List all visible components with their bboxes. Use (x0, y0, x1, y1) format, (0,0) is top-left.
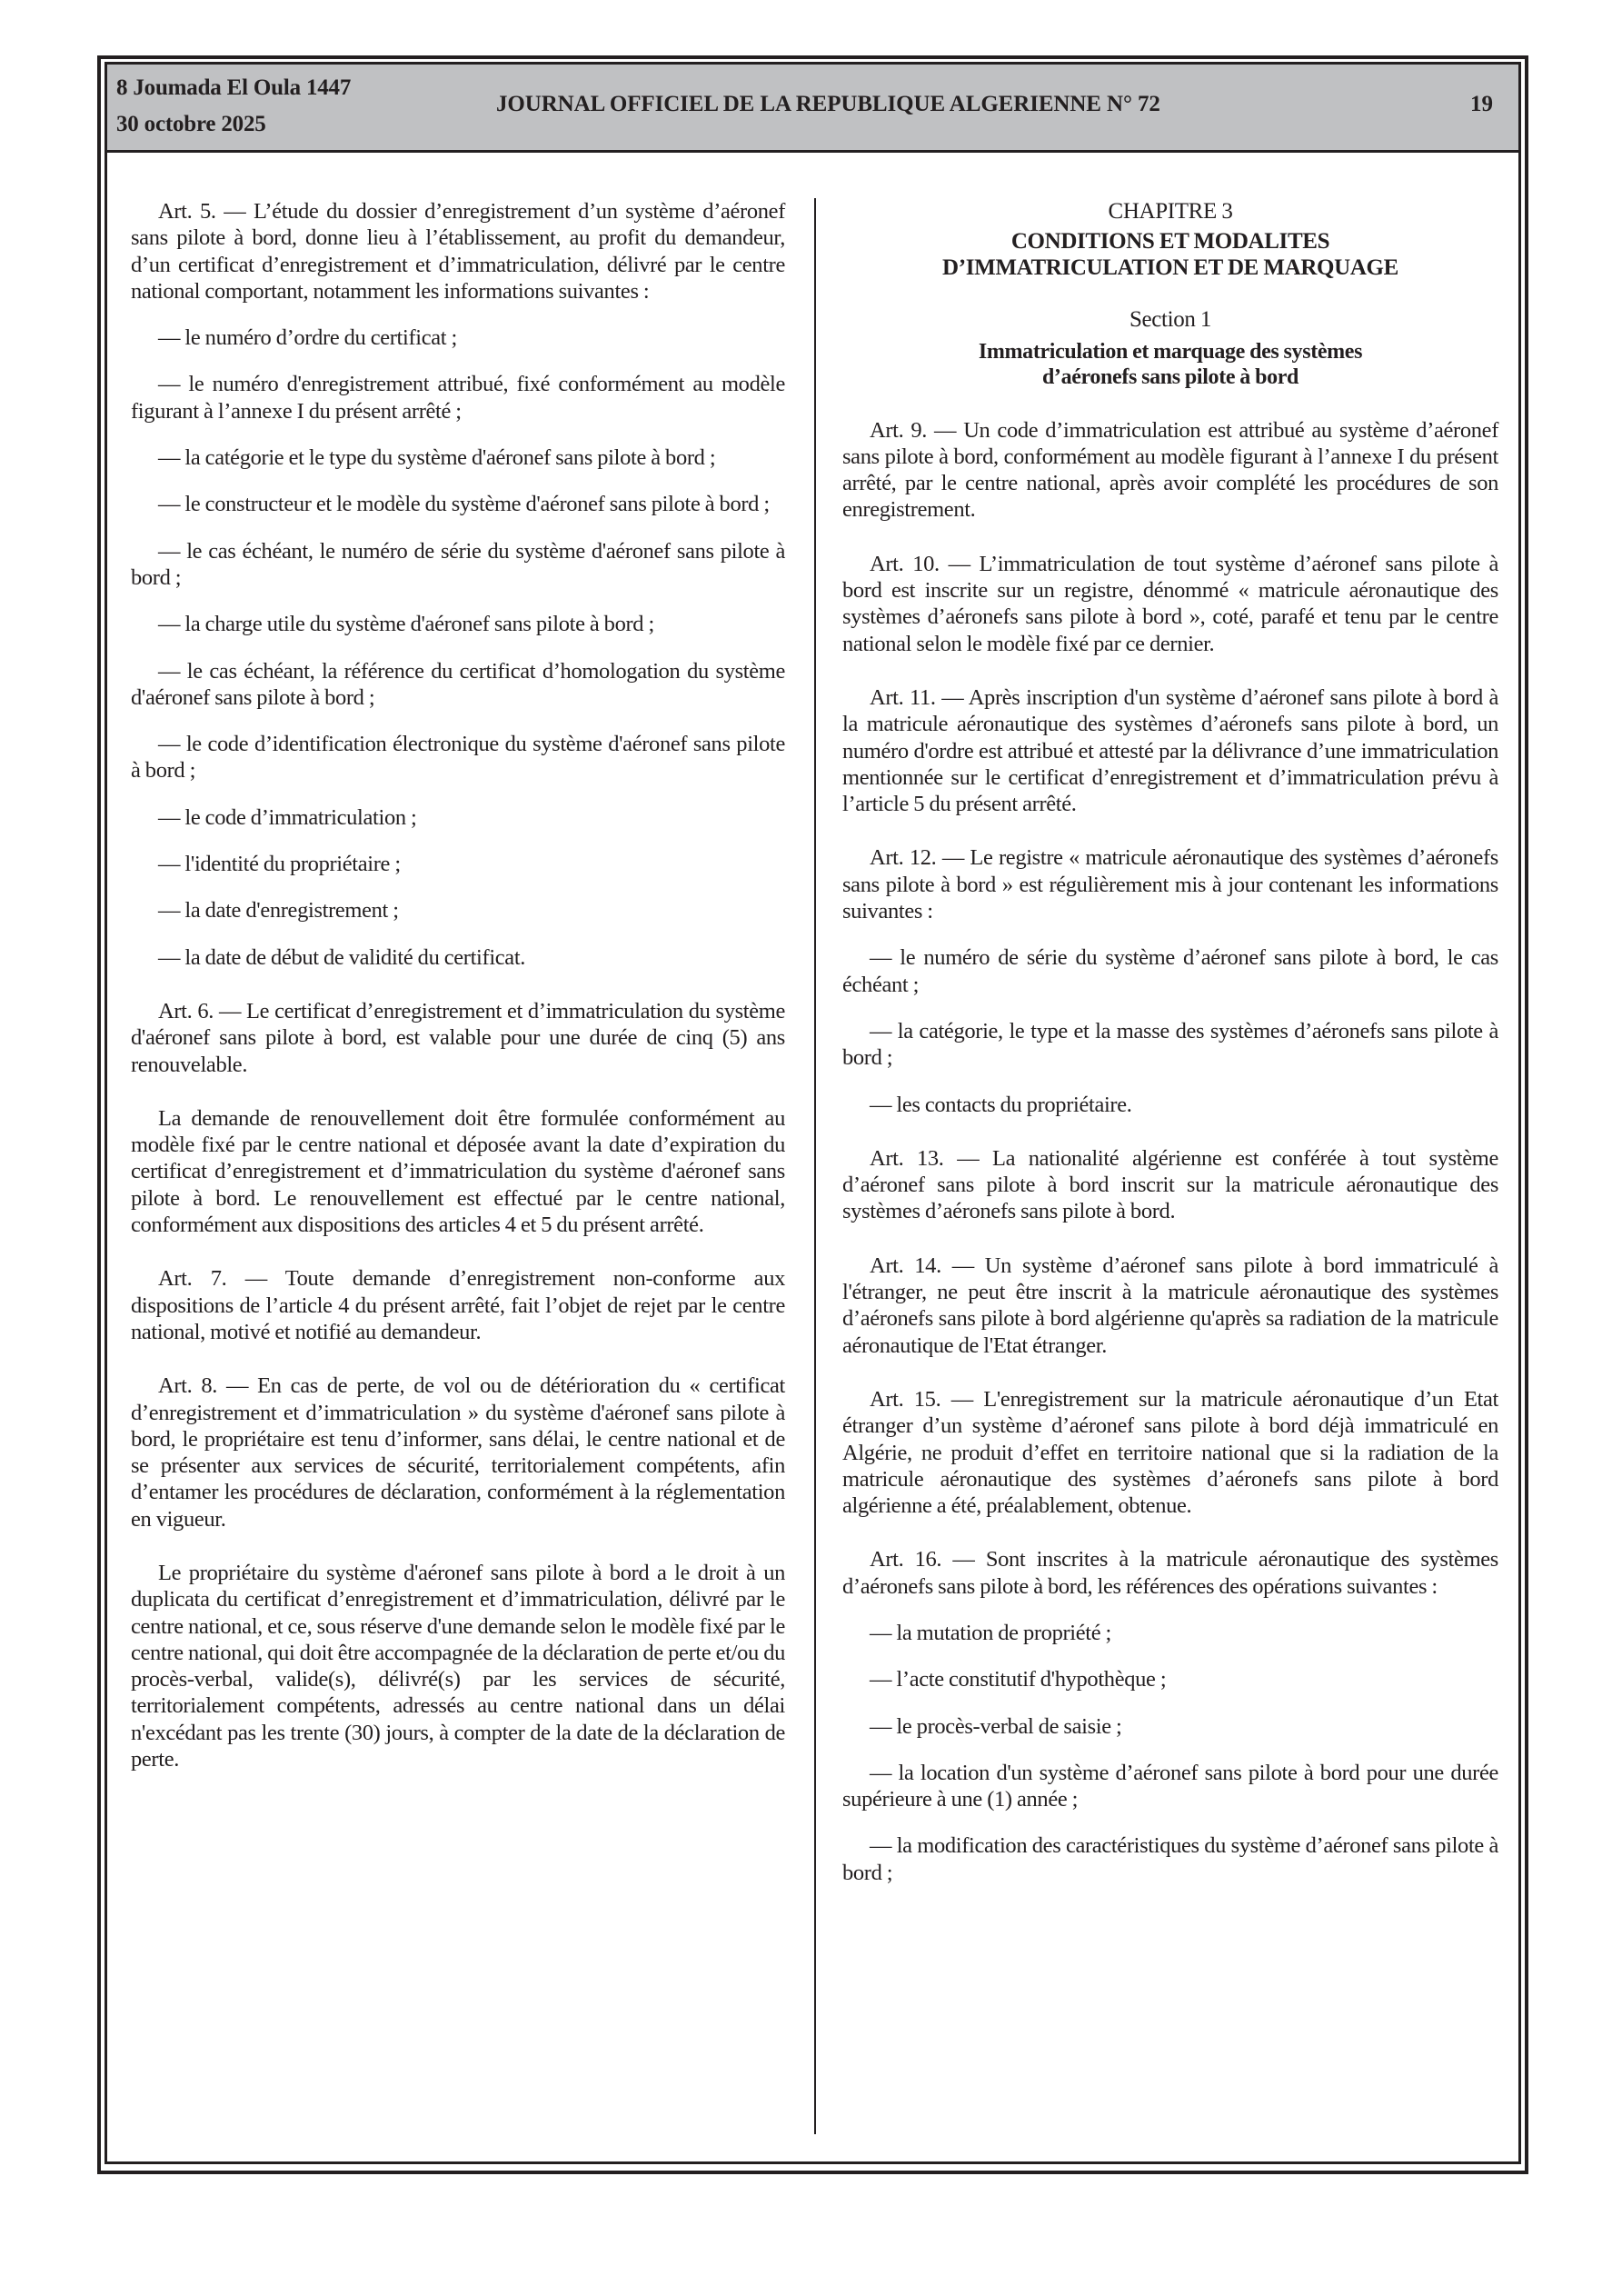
art5-item: — la charge utile du système d'aéronef sans pilote à bord ; (158, 612, 654, 637)
art12-item: — les contacts du propriétaire. (870, 1092, 1132, 1117)
right-column (842, 198, 1498, 1886)
art16-intro: Art. 16. — Sont inscrites à la matricule aéronautique des systèmes d’aéronefs sans pilote à bord, les références des opérations suivantes : (842, 1547, 1498, 1599)
chapter-title-line2: D’IMMATRICULATION ET DE MARQUAGE (942, 255, 1398, 281)
chapter-label: CHAPITRE 3 (1108, 199, 1233, 224)
art16-item: — la mutation de propriété ; (870, 1620, 1111, 1645)
art16-item: — l’acte constitutif d'hypothèque ; (870, 1667, 1167, 1692)
art5-item: — la date de début de validité du certificat. (158, 944, 526, 970)
art9-paragraph: Art. 9. — Un code d’immatriculation est attribué au système d’aéronef sans pilote à bord, conformément au modèle figurant à l’annexe I du présent arrêté, par le centre national, après avoir complété les procédures de son enregistrement. (842, 417, 1498, 523)
section-label: Section 1 (1129, 307, 1212, 333)
art5-item: — la catégorie et le type du système d'aéronef sans pilote à bord ; (158, 445, 716, 471)
art12-intro: Art. 12. — Le registre « matricule aéronautique des systèmes d’aéronefs sans pilote à bord » est régulièrement mis à jour contenant les informations suivantes : (842, 845, 1498, 924)
section-title-line2: d’aéronefs sans pilote à bord (1041, 364, 1299, 389)
art15-paragraph: Art. 15. — L'enregistrement sur la matricule aéronautique d’un Etat étranger d’un système d’aéronef sans pilote à bord déjà immatriculé en Algérie, ne produit d’effet en territoire national que si la radiation de la matricule aéronautique des systèmes d’aéronefs sans pilote à bord algérienne a été, préalablement, obtenue. (842, 1386, 1498, 1519)
hijri-date: 8 Joumada El Oula 1447 (116, 75, 352, 100)
art10-paragraph: Art. 10. — L’immatriculation de tout système d’aéronef sans pilote à bord est inscrite sur un registre, dénommé « matricule aéronautique des systèmes d’aéronefs sans pilote à bord », coté, parafé et tenu par le centre national selon le modèle fixé par ce dernier. (842, 551, 1498, 656)
art5-item: — le constructeur et le modèle du système d'aéronef sans pilote à bord ; (158, 492, 770, 517)
art12-item: — la catégorie, le type et la masse des systèmes d’aéronefs sans pilote à bord ; (842, 1018, 1498, 1071)
art8-paragraph: Art. 8. — En cas de perte, de vol ou de détérioration du « certificat d’enregistrement et d’immatriculation » du système d'aéronef sans pilote à bord, le propriétaire est tenu d’informer, sans délai, le centre national et de se présenter aux services de sécurité, territorialement compétents, afin d’entamer les procédures de déclaration, conformément à la réglementation en vigueur. (131, 1373, 785, 1532)
art16-item: — la location d'un système d’aéronef sans pilote à bord pour une durée supérieure à une (1) année ; (842, 1760, 1498, 1812)
art5-item: — le numéro d’ordre du certificat ; (158, 325, 457, 351)
art5-item: — l'identité du propriétaire ; (158, 852, 401, 877)
art5-item: — le cas échéant, le numéro de série du système d'aéronef sans pilote à bord ; (131, 538, 785, 590)
art13-paragraph: Art. 13. — La nationalité algérienne est conférée à tout système d’aéronef sans pilote à bord inscrit sur la matricule aéronautique des systèmes d’aéronefs sans pilote à bord. (842, 1145, 1498, 1224)
art5-item: — le cas échéant, la référence du certificat d’homologation du système d'aéronef sans pilote à bord ; (131, 658, 785, 710)
page-header-band (107, 65, 1518, 153)
column-divider (814, 198, 816, 2134)
art8-duplicate-paragraph: Le propriétaire du système d'aéronef sans pilote à bord a le droit à un duplicata du certificat d’enregistrement et d’immatriculation, délivré par le centre national, et ce, sous réserve d'une demande selon le modèle fixé par le centre national, qui doit être accompagnée de la déclaration de perte et/ou du procès-verbal, valide(s), délivré(s) par les services de sécurité, territorialement compétents, adressés au centre national dans un délai n'excédant pas les trente (30) jours, à compter de la date de la déclaration de perte. (131, 1560, 785, 1772)
art5-intro: Art. 5. — L’étude du dossier d’enregistrement d’un système d’aéronef sans pilote à bord, donne lieu à l’établissement, au profit du demandeur, d’un certificat d’enregistrement et d’immatriculation, délivré par le centre national comportant, notamment les informations suivantes : (131, 199, 785, 304)
art14-paragraph: Art. 14. — Un système d’aéronef sans pilote à bord immatriculé à l'étranger, ne peut être inscrit à la matricule aéronautique des systèmes d’aéronefs sans pilote à bord algérienne qu'après sa radiation de la matricule aéronautique de l'Etat étranger. (842, 1253, 1498, 1358)
art5-item: — la date d'enregistrement ; (158, 898, 399, 923)
left-column (131, 198, 785, 1772)
art5-item: — le numéro d'enregistrement attribué, fixé conformément au modèle figurant à l’annexe I du présent arrêté ; (131, 372, 785, 424)
art6-renewal-paragraph: La demande de renouvellement doit être formulée conformément au modèle fixé par le centre national et déposée avant la date d’expiration du certificat d’enregistrement et d’immatriculation du système d'aéronef sans pilote à bord. Le renouvellement est effectué par le centre national, conformément aux dispositions des articles 4 et 5 du présent arrêté. (131, 1105, 785, 1238)
art12-item: — le numéro de série du système d’aéronef sans pilote à bord, le cas échéant ; (842, 945, 1498, 997)
section-title-line1: Immatriculation et marquage des systèmes (978, 339, 1363, 364)
art16-item: — la modification des caractéristiques du système d’aéronef sans pilote à bord ; (842, 1833, 1498, 1885)
art11-paragraph: Art. 11. — Après inscription d'un système d’aéronef sans pilote à bord à la matricule aéronautique des systèmes d’aéronefs sans pilote à bord, un numéro d'ordre est attribué et attesté par la délivrance d’une immatriculation mentionnée sur le certificat d’enregistrement et d’immatriculation prévu à l’article 5 du présent arrêté. (842, 684, 1498, 817)
page-number: 19 (1470, 92, 1493, 116)
art5-item: — le code d’identification électronique du système d'aéronef sans pilote à bord ; (131, 732, 785, 784)
art16-item: — le procès-verbal de saisie ; (870, 1713, 1122, 1739)
chapter-title-line1: CONDITIONS ET MODALITES (1010, 229, 1330, 255)
gregorian-date: 30 octobre 2025 (116, 112, 266, 136)
art5-item: — le code d’immatriculation ; (158, 804, 417, 830)
journal-title: JOURNAL OFFICIEL DE LA REPUBLIQUE ALGERIENNE N° 72 (496, 92, 1160, 116)
art6-paragraph: Art. 6. — Le certificat d’enregistrement et d’immatriculation du système d'aéronef sans pilote à bord, est valable pour une durée de cinq (5) ans renouvelable. (131, 998, 785, 1077)
art7-paragraph: Art. 7. — Toute demande d’enregistrement non-conforme aux dispositions de l’article 4 du présent arrêté, fait l’objet de rejet par le centre national, motivé et notifié au demandeur. (131, 1266, 785, 1344)
